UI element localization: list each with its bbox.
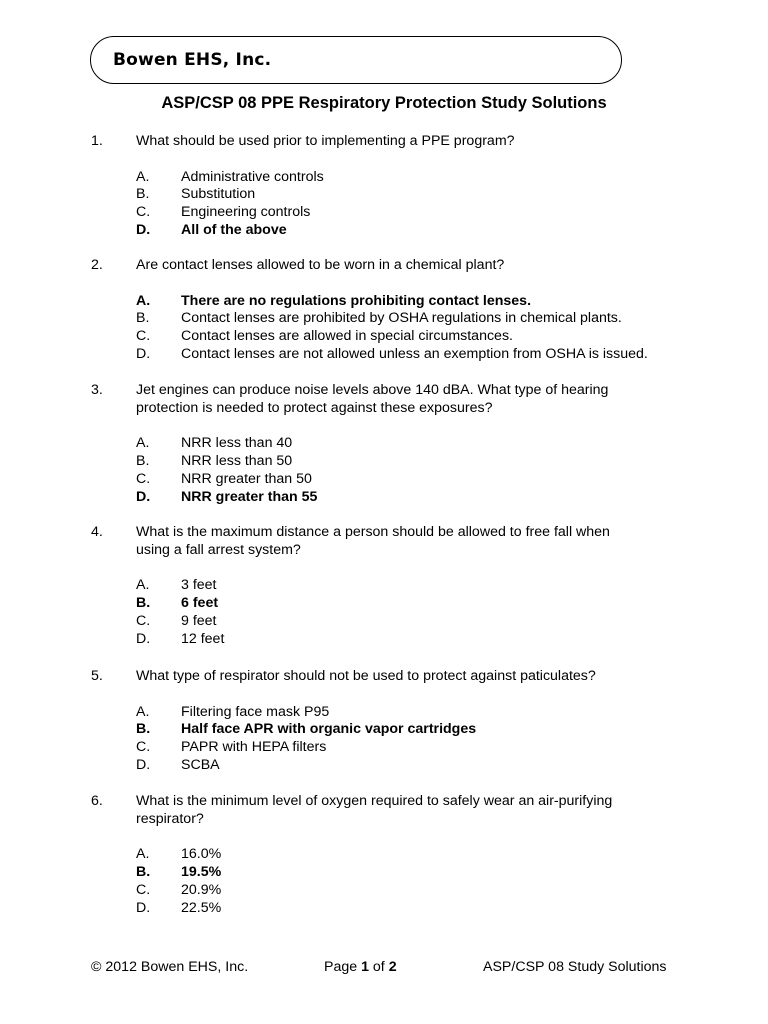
- question-text: What is the maximum distance a person should be allowed to free fall when: [136, 524, 610, 540]
- option-text: NRR greater than 50: [181, 470, 312, 487]
- page-of: of: [368, 959, 389, 975]
- option-text: Contact lenses are prohibited by OSHA regulations in chemical plants.: [181, 310, 622, 327]
- option-letter: C.: [136, 328, 151, 345]
- option-text: Filtering face mask P95: [181, 703, 330, 720]
- header-box: [90, 36, 622, 84]
- page-total: 2: [388, 959, 397, 975]
- question-text: What should be used prior to implementing a PPE program?: [136, 133, 515, 149]
- question-number: 1.: [91, 133, 103, 149]
- question-text: respirator?: [136, 810, 204, 827]
- option-text: Contact lenses are not allowed unless an exemption from OSHA is issued.: [181, 345, 648, 362]
- option-letter: D.: [136, 221, 151, 238]
- question-text: What is the minimum level of oxygen required to safely wear an air-purifying: [136, 793, 613, 809]
- option-letter: C.: [136, 881, 151, 898]
- option-letter: B.: [136, 721, 151, 738]
- option-letter: B.: [136, 595, 151, 612]
- option-text-answer: 6 feet: [181, 595, 219, 612]
- footer-doc-name: ASP/CSP 08 Study Solutions: [483, 959, 667, 975]
- option-letter: C.: [136, 739, 151, 756]
- option-text-answer: 19.5%: [181, 864, 222, 881]
- option-text: Engineering controls: [181, 204, 311, 221]
- question-text: Are contact lenses allowed to be worn in a chemical plant?: [136, 257, 505, 273]
- footer-page-number: [324, 959, 397, 975]
- option-text: NRR less than 50: [181, 453, 293, 470]
- option-letter: A.: [136, 292, 151, 309]
- option-letter: B.: [136, 864, 151, 881]
- option-letter: B.: [136, 453, 150, 470]
- option-text: Contact lenses are allowed in special circumstances.: [181, 328, 513, 345]
- option-letter: C.: [136, 612, 151, 629]
- option-text-answer: Half face APR with organic vapor cartridges: [181, 721, 477, 738]
- option-letter: A.: [136, 168, 150, 185]
- option-text: 3 feet: [181, 577, 217, 594]
- option-letter: A.: [136, 435, 150, 452]
- page-current: 1: [361, 959, 369, 975]
- option-letter: D.: [136, 345, 151, 362]
- option-text: 16.0%: [181, 846, 222, 863]
- option-letter: C.: [136, 470, 151, 487]
- option-letter: C.: [136, 204, 151, 221]
- page-prefix: Page: [324, 959, 362, 975]
- company-name: Bowen EHS, Inc.: [113, 50, 272, 70]
- option-letter: A.: [136, 846, 150, 863]
- option-letter: D.: [136, 488, 151, 505]
- option-text: 22.5%: [181, 899, 222, 916]
- question-number: 6.: [91, 793, 103, 809]
- option-text: 9 feet: [181, 612, 217, 629]
- option-text-answer: NRR greater than 55: [181, 488, 318, 505]
- footer-copyright: © 2012 Bowen EHS, Inc.: [91, 959, 249, 975]
- option-text-answer: All of the above: [181, 221, 287, 238]
- question-number: 2.: [91, 257, 103, 273]
- question-number: 5.: [91, 668, 103, 684]
- question-text: using a fall arrest system?: [136, 541, 301, 558]
- option-letter: D.: [136, 756, 151, 773]
- option-text: PAPR with HEPA filters: [181, 739, 327, 756]
- option-letter: D.: [136, 899, 151, 916]
- option-text: SCBA: [181, 756, 220, 773]
- question-text: Jet engines can produce noise levels above 140 dBA. What type of hearing: [136, 382, 609, 398]
- option-letter: A.: [136, 703, 150, 720]
- option-letter: B.: [136, 310, 150, 327]
- option-text-answer: There are no regulations prohibiting contact lenses.: [181, 292, 532, 309]
- option-text: 12 feet: [181, 630, 225, 647]
- question-text: protection is needed to protect against these exposures?: [136, 399, 493, 416]
- option-letter: A.: [136, 577, 150, 594]
- option-letter: B.: [136, 186, 150, 203]
- question-number: 3.: [91, 382, 103, 398]
- question-text: What type of respirator should not be used to protect against paticulates?: [136, 668, 596, 684]
- option-letter: D.: [136, 630, 151, 647]
- option-text: Substitution: [181, 186, 256, 203]
- document-title: ASP/CSP 08 PPE Respiratory Protection Study Solutions: [161, 94, 607, 112]
- option-text: NRR less than 40: [181, 435, 293, 452]
- option-text: 20.9%: [181, 881, 222, 898]
- question-number: 4.: [91, 524, 103, 540]
- option-text: Administrative controls: [181, 168, 324, 185]
